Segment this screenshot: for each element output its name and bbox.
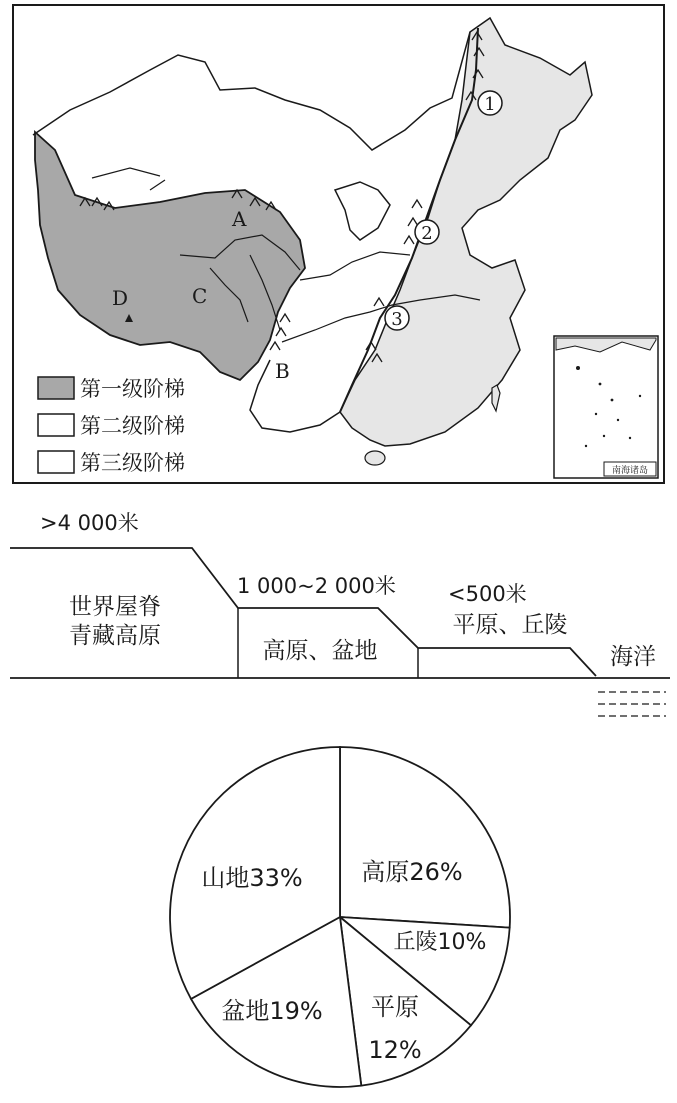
point-B-label: B	[275, 359, 290, 383]
tier2-height-label: 1 000~2 000米	[237, 574, 396, 598]
pie-slice-高原	[340, 747, 510, 928]
marker-1-label: 1	[484, 94, 496, 115]
pie-label-plains-name: 平原	[371, 993, 419, 1021]
map-legend	[38, 377, 185, 475]
inset-frame	[554, 336, 658, 478]
pie-label-mountain: 山地33%	[201, 864, 303, 892]
tier3-name-label: 平原、丘陵	[452, 612, 568, 638]
tier1-name-line1: 世界屋脊	[69, 594, 161, 620]
pie-label-basin: 盆地19%	[221, 997, 323, 1025]
point-C-label: C	[192, 284, 208, 308]
ocean-label: 海洋	[610, 644, 656, 670]
legend-label-tier3: 第三级阶梯	[80, 451, 185, 475]
terrain-map	[13, 5, 664, 483]
legend-label-tier2: 第二级阶梯	[80, 414, 185, 438]
hainan-island	[365, 451, 385, 465]
inset-label: 南海诸岛	[611, 466, 649, 476]
pie-slices	[170, 747, 510, 1087]
legend-swatch-tier3	[38, 451, 74, 473]
pie-label-plateau: 高原26%	[361, 858, 463, 886]
south-sea-inset	[554, 336, 658, 478]
legend-swatch-tier1	[38, 377, 74, 399]
tier1-name-line2: 青藏高原	[69, 623, 161, 649]
pie-label-hills: 丘陵10%	[393, 930, 487, 955]
tier2-name-label: 高原、盆地	[262, 638, 378, 664]
legend-swatch-tier2	[38, 414, 74, 436]
marker-2-label: 2	[421, 223, 433, 244]
pie-label-plains-value: 12%	[368, 1036, 422, 1064]
legend-label-tier1: 第一级阶梯	[80, 377, 185, 401]
landform-pie-chart	[170, 747, 510, 1087]
point-A-label: A	[232, 207, 247, 231]
tier1-height-label: >4 000米	[40, 511, 139, 535]
marker-3-label: 3	[391, 309, 403, 330]
terrain-profile	[10, 511, 670, 716]
tier3-height-label: <500米	[448, 582, 527, 606]
point-D-label: D	[112, 286, 129, 310]
ocean-dashes	[598, 692, 666, 716]
